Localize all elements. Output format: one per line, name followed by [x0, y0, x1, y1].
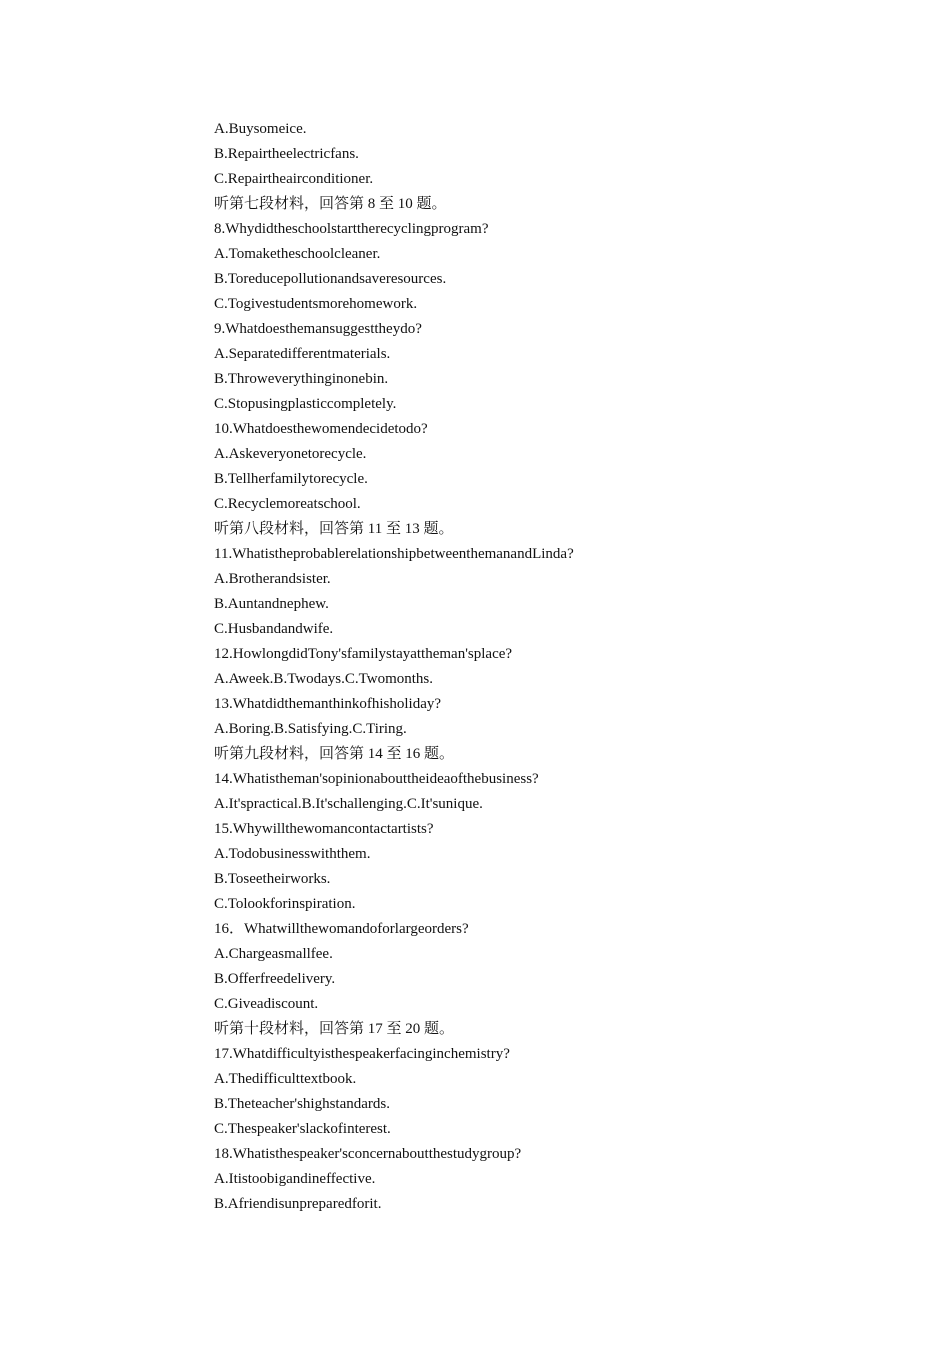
option-a-line: A.Askeveryonetorecycle.	[214, 446, 367, 462]
document-body	[214, 117, 914, 1217]
option-b-line: B.Tellherfamilytorecycle.	[214, 471, 368, 487]
question-16: 16．Whatwillthewomandoforlargeorders?	[214, 921, 469, 937]
option-b-line: B.Auntandnephew.	[214, 596, 329, 612]
option-c-line: C.Stopusingplasticcompletely.	[214, 396, 397, 412]
option-a-line: A.Todobusinesswiththem.	[214, 846, 371, 862]
option-b-line: B.Toseetheirworks.	[214, 871, 331, 887]
option-a-line: A.Itistoobigandineffective.	[214, 1171, 376, 1187]
section-heading: 听第七段材料，回答第 8 至 10 题。	[214, 196, 447, 212]
option-c-line: C.Repairtheairconditioner.	[214, 171, 374, 187]
question-10: 10.Whatdoesthewomendecidetodo?	[214, 421, 428, 437]
option-b-line: B.Throweverythinginonebin.	[214, 371, 389, 387]
option-c-line: C.Recyclemoreatschool.	[214, 496, 361, 512]
section-heading: 听第八段材料，回答第 11 至 13 题。	[214, 521, 454, 537]
question-17: 17.Whatdifficultyisthespeakerfacinginchemistry?	[214, 1046, 510, 1062]
option-c-line: C.Tolookforinspiration.	[214, 896, 356, 912]
option-c-line: C.Husbandandwife.	[214, 621, 334, 637]
question-8: 8.Whydidtheschoolstarttherecyclingprogram?	[214, 221, 489, 237]
option-b-line: B.Repairtheelectricfans.	[214, 146, 359, 162]
section-heading: 听第十段材料，回答第 17 至 20 题。	[214, 1021, 455, 1037]
option-a-line: A.Chargeasmallfee.	[214, 946, 333, 962]
options-line: A.It'spractical.B.It'schallenging.C.It'sunique.	[214, 796, 483, 812]
option-a-line: A.Thedifficulttextbook.	[214, 1071, 357, 1087]
option-a-line: A.Separatedifferentmaterials.	[214, 346, 391, 362]
option-a-line: A.Tomaketheschoolcleaner.	[214, 246, 381, 262]
option-c-line: C.Giveadiscount.	[214, 996, 319, 1012]
question-15: 15.Whywillthewomancontactartists?	[214, 821, 434, 837]
option-a-line: A.Brotherandsister.	[214, 571, 331, 587]
option-b-line: B.Afriendisunpreparedforit.	[214, 1196, 382, 1212]
option-b-line: B.Offerfreedelivery.	[214, 971, 336, 987]
question-9: 9.Whatdoesthemansuggesttheydo?	[214, 321, 422, 337]
question-14: 14.Whatistheman'sopinionabouttheideaofthebusiness?	[214, 771, 539, 787]
option-b-line: B.Toreducepollutionandsaveresources.	[214, 271, 447, 287]
option-c-line: C.Thespeaker'slackofinterest.	[214, 1121, 391, 1137]
options-line: A.Aweek.B.Twodays.C.Twomonths.	[214, 671, 434, 687]
option-a-line: A.Buysomeice.	[214, 121, 307, 137]
options-line: A.Boring.B.Satisfying.C.Tiring.	[214, 721, 407, 737]
section-heading: 听第九段材料，回答第 14 至 16 题。	[214, 746, 455, 762]
question-13: 13.Whatdidthemanthinkofhisholiday?	[214, 696, 442, 712]
option-b-line: B.Theteacher'shighstandards.	[214, 1096, 390, 1112]
question-18: 18.Whatisthespeaker'sconcernaboutthestudygroup?	[214, 1146, 522, 1162]
option-c-line: C.Togivestudentsmorehomework.	[214, 296, 418, 312]
question-12: 12.HowlongdidTony'sfamilystayattheman'splace?	[214, 646, 513, 662]
question-11: 11.WhatistheprobablerelationshipbetweenthemanandLinda?	[214, 546, 574, 562]
